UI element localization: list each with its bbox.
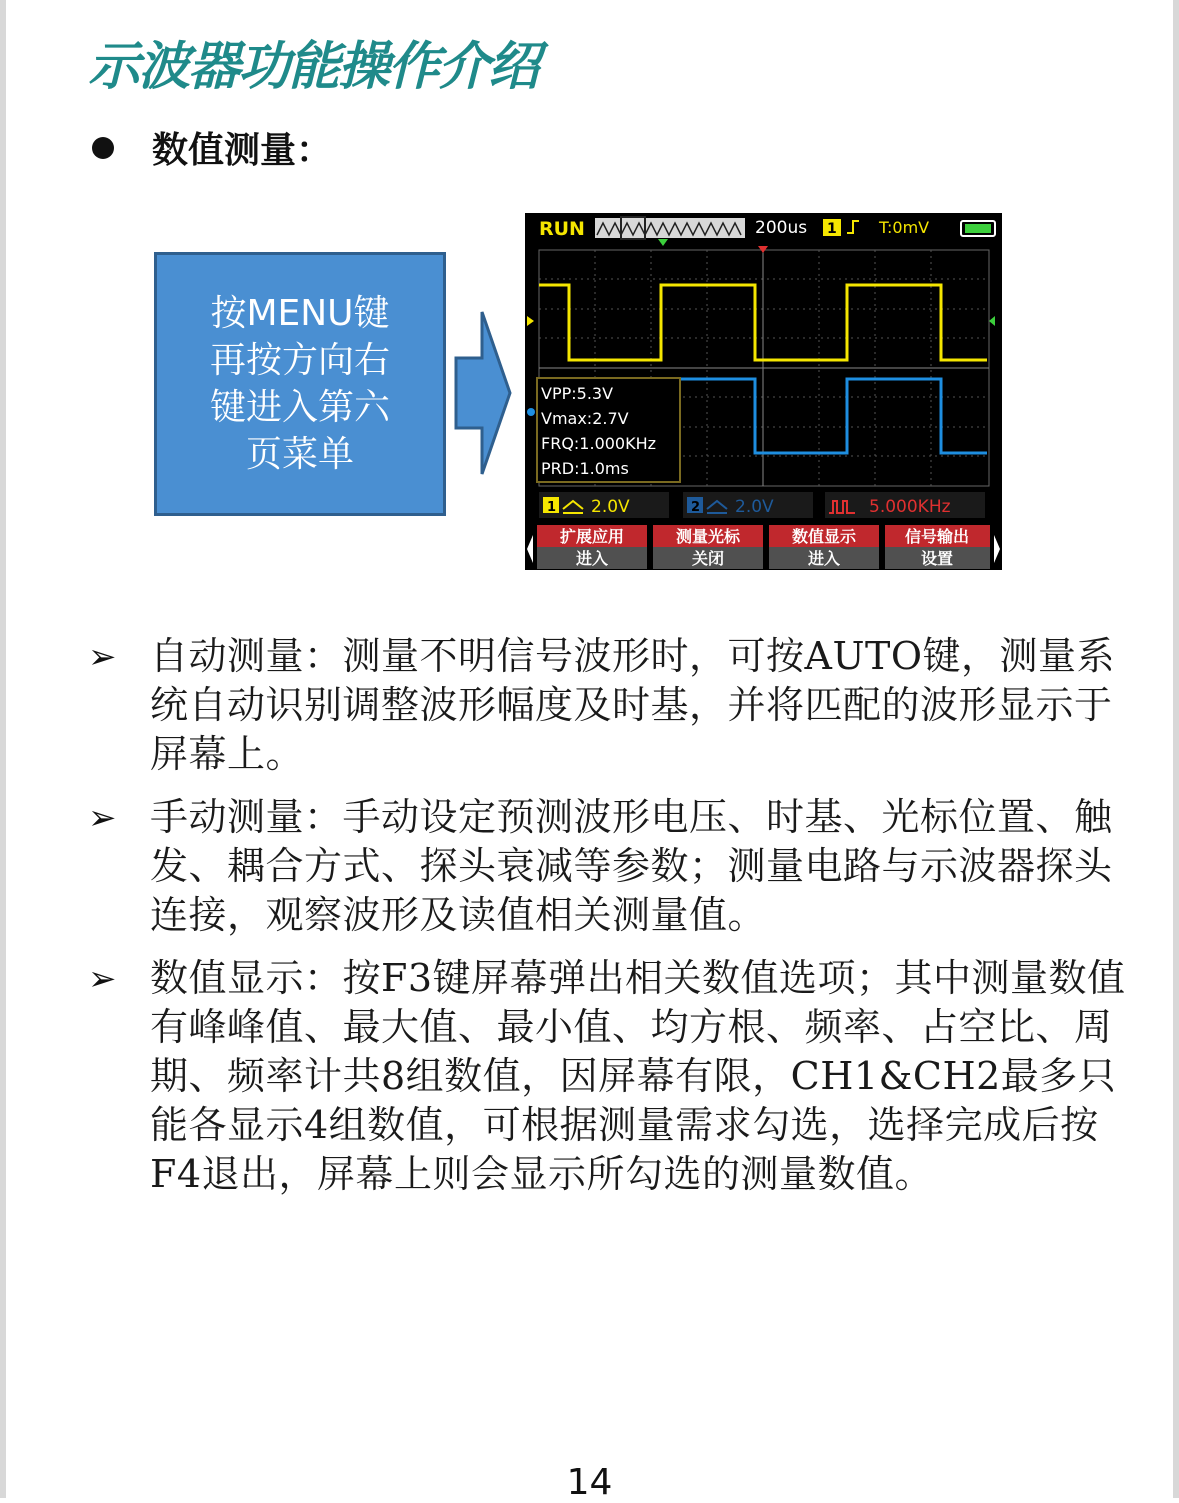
svg-text:关闭: 关闭: [691, 549, 725, 568]
ch2-scale: 2.0V: [735, 497, 774, 517]
svg-text:信号输出: 信号输出: [904, 527, 970, 546]
svg-text:1: 1: [547, 500, 557, 515]
svg-text:设置: 设置: [920, 549, 954, 568]
list-item: [88, 632, 1138, 779]
oscilloscope-screen: [525, 213, 1002, 570]
ch1-scale: 2.0V: [591, 497, 630, 517]
svg-text:数值显示: 数值显示: [791, 527, 857, 546]
svg-text:测量光标: 测量光标: [675, 527, 741, 546]
page-left-edge: [0, 0, 6, 1498]
softkey-f1: [537, 525, 647, 569]
svg-text:2: 2: [691, 500, 701, 515]
battery-level: [965, 224, 991, 233]
ch2-level-marker: [527, 408, 535, 416]
softkey-f4: [885, 525, 990, 569]
callout-line: 再按方向右: [209, 340, 390, 381]
callout-line: 键进入第六: [209, 387, 390, 428]
measurement-vpp: VPP:5.3V: [541, 384, 614, 403]
timebase-readout: 200us: [755, 218, 808, 238]
arrow-bullet-icon: ➢: [88, 798, 117, 838]
list-item: [88, 954, 1138, 1199]
list-item: [88, 793, 1138, 940]
trigger-channel: 1: [827, 221, 837, 237]
instruction-callout: [154, 252, 446, 516]
arrow-bullet-icon: ➢: [88, 959, 117, 999]
measurement-prd: PRD:1.0ms: [541, 459, 629, 478]
paragraph-auto-measure: 自动测量：测量不明信号波形时，可按AUTO键，测量系统自动识别调整波形幅度及时基，并将匹配的波形显示于屏幕上。: [150, 634, 1115, 776]
trigger-level: T:0mV: [879, 218, 930, 237]
callout-line: 按MENU键: [210, 293, 390, 334]
section-heading-text: 数值测量：: [152, 130, 333, 171]
paragraph-value-display: 数值显示：按F3键屏幕弹出相关数值选项；其中测量数值有峰峰值、最大值、最小值、均方根、频率、占空比、周期、频率计共8组数值，因屏幕有限，CH1&CH2最多只能各显示4组数值，可根据测量需求勾选，选择完成后按F4退出，屏幕上则会显示所勾选的测量数值。: [150, 956, 1126, 1196]
run-status: RUN: [539, 218, 585, 240]
svg-text:进入: 进入: [807, 549, 841, 568]
paragraph-manual-measure: 手动测量：手动设定预测波形电压、时基、光标位置、触发、耦合方式、探头衰减等参数；测量电路与示波器探头连接，观察波形及读值相关测量值。: [150, 795, 1113, 937]
measurement-vmax: Vmax:2.7V: [541, 409, 629, 428]
callout-line: 页菜单: [245, 434, 354, 475]
svg-text:进入: 进入: [575, 549, 609, 568]
signal-frequency: 5.000KHz: [869, 497, 951, 517]
paragraph-list: [88, 632, 1138, 1213]
measurement-frq: FRQ:1.000KHz: [541, 434, 657, 453]
section-heading: [88, 122, 332, 173]
page-number: 14: [566, 1462, 613, 1503]
svg-text:扩展应用: 扩展应用: [559, 527, 625, 546]
page-title: 示波器功能操作介绍: [88, 37, 539, 97]
right-arrow-icon: [452, 308, 514, 478]
softkey-f3: [769, 525, 879, 569]
page-right-edge: [1173, 0, 1179, 1498]
softkey-f2: [653, 525, 763, 569]
bullet-dot-icon: [92, 137, 114, 159]
arrow-bullet-icon: ➢: [88, 637, 117, 677]
